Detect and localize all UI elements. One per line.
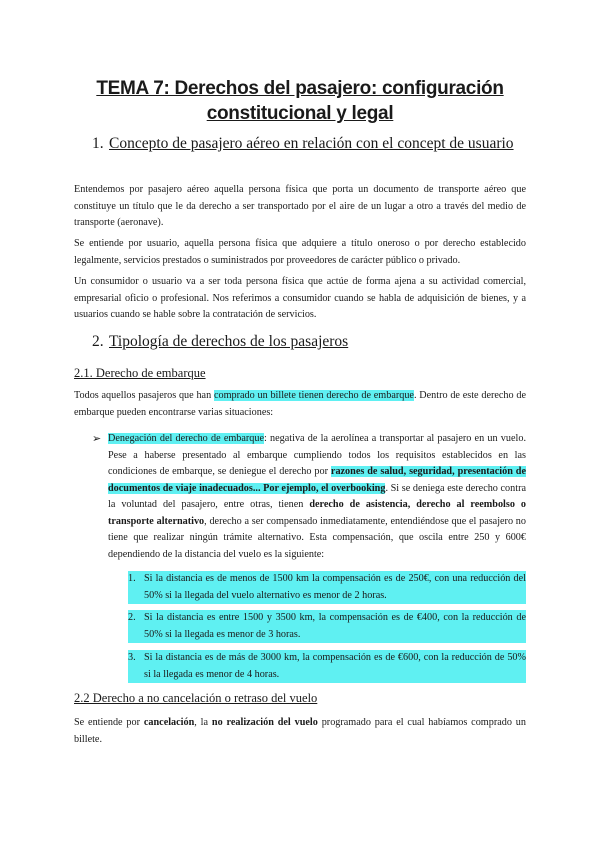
section-1-paragraph-2: Se entiende por usuario, aquella persona física que adquiere a título oneroso o por derecho establecido legalmente, servicios prestados o suministrados por proveedores de carácter público o privado.	[74, 238, 526, 266]
bold-cancellation: cancelación	[143, 717, 195, 728]
section-1-number: 1.	[92, 135, 104, 152]
compensation-item-1	[128, 571, 526, 604]
item-number: 2.	[128, 612, 136, 623]
subsection-2-2-paragraph: Se entiende por cancelación, la no realización del vuelo programado para el cual habíamos comprado un billete.	[74, 717, 526, 745]
section-1-heading	[92, 134, 532, 153]
item-number: 1.	[128, 573, 136, 584]
title-line-2: constitucional y legal	[206, 103, 394, 124]
arrow-bullet-icon: ➢	[92, 433, 102, 445]
document-title	[40, 76, 560, 126]
bold-no-flight: no realización del vuelo	[211, 717, 318, 728]
item-text: Si la distancia es de más de 3000 km, la compensación es de €600, con la reducción de 50% si la llegada es menor de 4 horas.	[144, 652, 526, 680]
section-2-heading	[92, 332, 532, 351]
section-2-number: 2.	[92, 333, 104, 350]
section-1-title: Concepto de pasajero aéreo en relación con el concept de usuario	[109, 135, 514, 152]
subsection-2-1-intro: Todos aquellos pasajeros que han comprado un billete tienen derecho de embarque. Dentro de este derecho de embarque pueden encontrarse varias situaciones:	[74, 390, 526, 418]
bold-rights: derecho de asistencia, derecho al reembolso o transporte alternativo	[108, 499, 526, 527]
subsection-2-1-heading: 2.1. Derecho de embarque	[74, 366, 206, 380]
section-1-paragraph-1: Entendemos por pasajero aéreo aquella persona física que porta un documento de transporte aéreo que constituye un título que le da derecho a ser transportado por el aire de un lugar a otro a través del medio de transporte (aeronave).	[74, 184, 526, 228]
item-text: Si la distancia es de menos de 1500 km la compensación es de 250€, con una reducción del 50% si la llegada del vuelo alternativo es menor de 2 horas.	[144, 573, 526, 601]
section-2-title: Tipología de derechos de los pasajeros	[109, 333, 349, 350]
highlight-ticket: comprado un billete tienen derecho de embarque	[213, 390, 414, 401]
denied-boarding-paragraph: Denegación del derecho de embarque: negativa de la aerolínea a transportar al pasajero en un vuelo. Pese a haberse presentado al embarque cumpliendo todos los requisitos establecidos en las condiciones de embarque, se deniegue el derecho por razones de salud, seguridad, presentación de documentos de viaje inadecuados... Por ejemplo, el overbooking. Si se deniega este derecho contra la voluntad del pasajero, entre otras, tienen derecho de asistencia, derecho al reembolso o transporte alternativo, derecho a ser compensado inmediatamente, entendiéndose que el pasajero no tiene que realizar ningún trámite alternativo. Esta compensación, que oscila entre 250 y 600€ dependiendo de la distancia del vuelo es la siguiente:	[108, 433, 526, 560]
highlight-reasons: razones de salud, seguridad, presentación de documentos de viaje inadecuados... Por ejemplo, el overbooking	[108, 466, 526, 494]
highlight-denied-boarding: Denegación del derecho de embarque	[108, 433, 264, 444]
item-number: 3.	[128, 652, 136, 663]
compensation-item-2	[128, 610, 526, 643]
title-line-1: TEMA 7: Derechos del pasajero: configuración	[96, 78, 504, 99]
section-1-paragraph-3: Un consumidor o usuario va a ser toda persona física que actúe de forma ajena a su actividad comercial, empresarial oficio o profesional. Nos referimos a consumidor cuando se habla de adquisición de bienes, y a usuarios cuando se hable sobre la contratación de servicios.	[74, 276, 526, 320]
item-text: Si la distancia es entre 1500 y 3500 km, la compensación es de €400, con la reducción de 50% si la llegada es menor de 3 horas.	[144, 612, 526, 640]
subsection-2-2-heading: 2.2 Derecho a no cancelación o retraso del vuelo	[74, 691, 318, 705]
compensation-item-3	[128, 650, 526, 683]
